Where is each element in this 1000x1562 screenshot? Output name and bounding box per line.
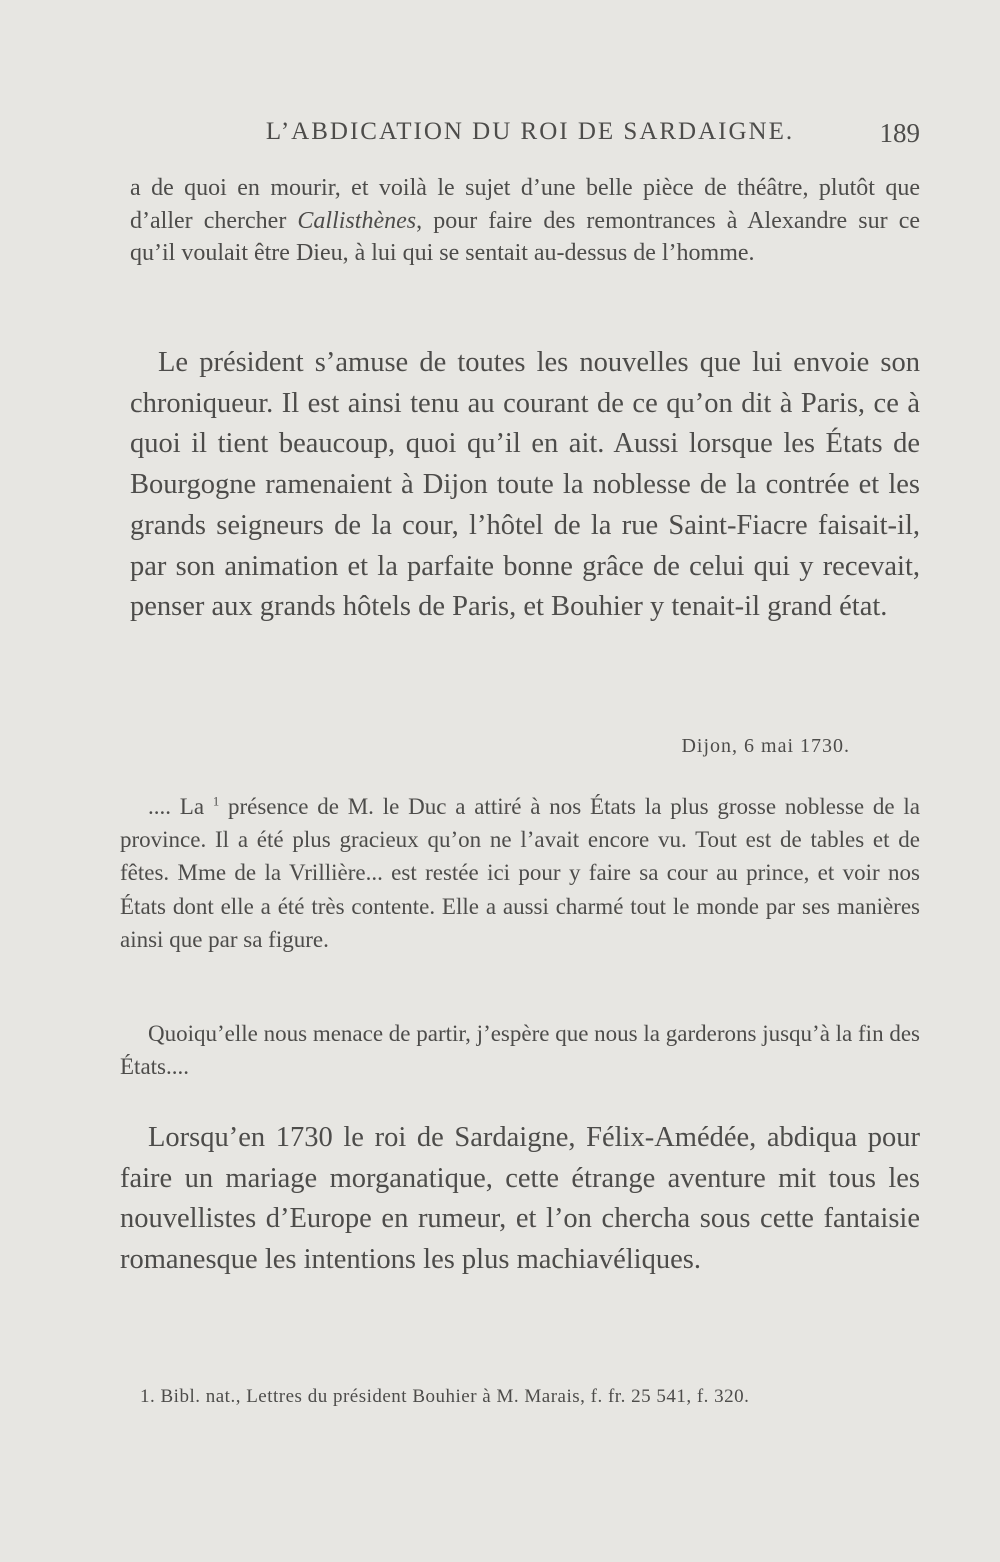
italic-title: Callisthènes — [297, 207, 417, 234]
letter-quote-1 — [120, 790, 920, 956]
footnote-text: Bibl. nat., Lettres du président Bouhier à M. Marais, f. fr. 25 541, f. 320. — [155, 1386, 750, 1407]
running-title: L’ABDICATION DU ROI DE SARDAIGNE. — [265, 118, 795, 145]
page-number: 189 — [879, 118, 920, 148]
letter-dateline: Dijon, 6 mai 1730. — [681, 735, 850, 757]
continuation-text-end: , pour faire des remontrances à Alexandre sur ce qu’il voulait être Dieu, à lui qui se sentait au-dessus de l’homme. — [130, 207, 921, 266]
quote-start: .... La — [148, 794, 213, 819]
footnote-marker: 1 — [212, 794, 220, 809]
footnote — [120, 1383, 920, 1410]
page-header — [120, 118, 920, 154]
continuation-text-start: a de quoi en mourir, et voilà le sujet d’une belle pièce de théâtre, plutôt que d’aller chercher — [130, 175, 920, 234]
quote-rest: présence de M. le Duc a attiré à nos États la plus grosse noblesse de la province. Il a été plus gracieux qu’on ne l’avait encore vu. Tout est de tables et de fêtes. Mme de la Vrillière... est restée ici pour y faire sa cour au prince, et voir nos États dont elle a été très contente. Elle a aussi charmé tout le monde par ses manières ainsi que par sa figure. — [120, 794, 920, 952]
continuation-paragraph — [130, 172, 920, 270]
footnote-number: 1. — [140, 1386, 156, 1407]
body-paragraph-2: Lorsqu’en 1730 le roi de Sardaigne, Félix-Amédée, abdiqua pour faire un mariage morganatique, cette étrange aventure mit tous les nouvellistes d’Europe en rumeur, et l’on chercha sous cette fantaisie romanesque les intentions les plus machiavéliques. — [120, 1122, 920, 1276]
letter-quote-2: Quoiqu’elle nous menace de partir, j’espère que nous la garderons jusqu’à la fin des États.... — [120, 1021, 920, 1080]
body-paragraph-1: Le président s’amuse de toutes les nouvelles que lui envoie son chroniqueur. Il est ainsi tenu au courant de ce qu’on dit à Paris, ce à quoi il tient beaucoup, quoi qu’il en ait. Aussi lorsque les États de Bourgogne ramenaient à Dijon toute la noblesse de la contrée et les grands seigneurs de la cour, l’hôtel de la rue Saint-Fiacre faisait-il, par son animation et la parfaite bonne grâce de celui qui y recevait, penser aux grands hôtels de Paris, et Bouhier y tenait-il grand état. — [130, 347, 920, 623]
